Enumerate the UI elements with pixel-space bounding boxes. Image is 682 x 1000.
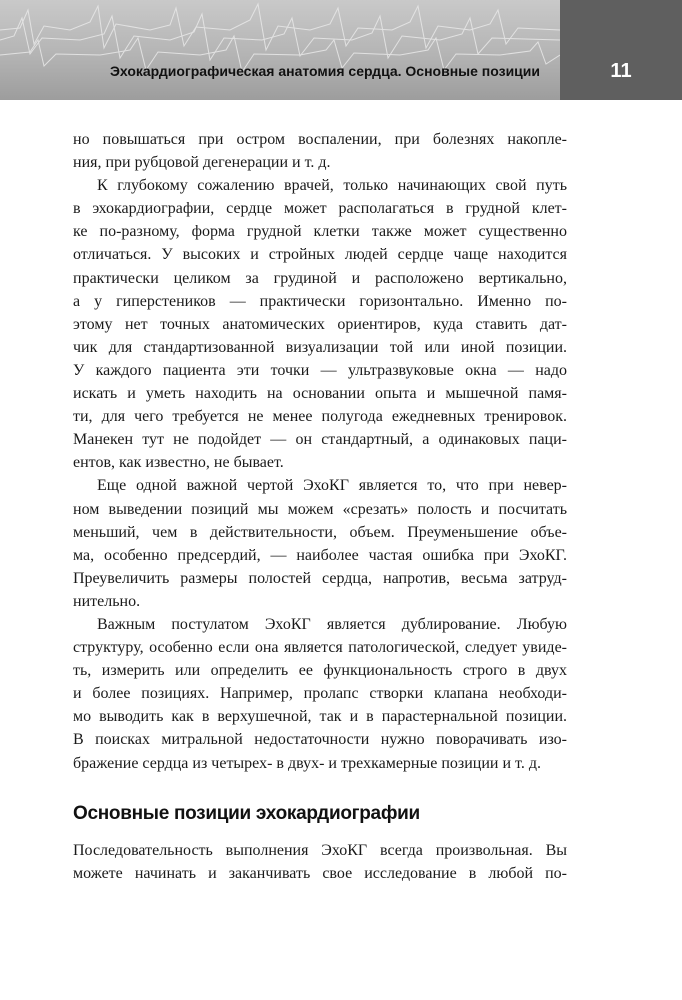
text-line: но повышаться при остром воспалении, при болезнях накопле- (73, 131, 567, 148)
text-line: ентов, как известно, не бывает. (73, 454, 284, 472)
text-line: ма, особенно предсердий, — наиболее частая ошибка при ЭхоКГ. (73, 546, 567, 564)
text-line: В поисках митральной недостаточности нужно поворачивать изо- (73, 731, 567, 749)
text-line: ке по-разному, форма грудной клетки также может существенно (73, 223, 567, 241)
text-line: ть, измерить или определить ее функциональность строго в двух (73, 662, 567, 680)
page-number-box (560, 0, 682, 100)
text-line: отличаться. У высоких и стройных людей сердце чаще находится (73, 246, 567, 264)
text-line: Преувеличить размеры полостей сердца, напротив, весьма затруд- (73, 569, 567, 587)
text-line: а у гиперстеников — практически горизонтально. Именно по- (73, 292, 567, 310)
page-number: 11 (610, 60, 632, 82)
section-paragraph (73, 839, 567, 885)
text-line: ти, для чего требуется не менее полугода ежедневных тренировок. (73, 408, 567, 426)
text-line: К глубокому сожалению врачей, только начинающих свой путь (97, 177, 567, 195)
text-line: и более позициях. Например, пролапс створки клапана необходи- (73, 685, 567, 703)
text-line: бражение сердца из четырех- в двух- и трехкамерные позиции и т. д. (73, 754, 541, 772)
text-line: Еще одной важной чертой ЭхоКГ является то, что при невер- (97, 477, 567, 495)
text-line: Последовательность выполнения ЭхоКГ всегда произвольная. Вы (73, 841, 567, 859)
text-line: Манекен тут не подойдет — он стандартный, а одинаковых паци- (73, 431, 567, 449)
text-line: структуру, особенно если она является патологической, следует увиде- (73, 639, 567, 657)
paragraph-2 (73, 174, 567, 474)
text-line: ном выведении позиций мы можем «срезать» полость и посчитать (73, 500, 567, 518)
text-line: нительно. (73, 592, 141, 610)
paragraph-4 (73, 613, 567, 775)
ecg-waveform-decoration (0, 0, 560, 100)
text-line: этому нет точных анатомических ориентиров, куда ставить дат- (73, 315, 567, 333)
text-line: У каждого пациента эти точки — ультразвуковые окна — надо (73, 361, 567, 379)
text-line: Важным постулатом ЭхоКГ является дублирование. Любую (97, 615, 567, 633)
text-line: можете начинать и заканчивать свое исследование в любой по- (73, 864, 567, 882)
text-line: практически целиком за грудиной и расположено вертикально, (73, 269, 567, 287)
section-heading: Основные позиции эхокардиографии (73, 802, 420, 824)
paragraph-3 (73, 474, 567, 613)
text-line: меньший, чем в действительности, объем. Преуменьшение объе- (73, 523, 567, 541)
text-line: в эхокардиографии, сердце может располагаться в грудной клет- (73, 200, 567, 218)
running-title: Эхокардиографическая анатомия сердца. Основные позиции (109, 63, 540, 79)
body-text (73, 128, 567, 885)
text-line: чик для стандартизованной визуализации той или иной позиции. (73, 338, 567, 356)
text-line: искать и уметь находить на основании опыта и мышечной памя- (73, 385, 567, 403)
running-header-band (0, 0, 560, 100)
paragraph-1 (73, 128, 567, 174)
text-line: ния, при рубцовой дегенерации и т. д. (73, 154, 331, 172)
text-line: мо выводить как в верхушечной, так и в парастернальной позиции. (73, 708, 567, 726)
